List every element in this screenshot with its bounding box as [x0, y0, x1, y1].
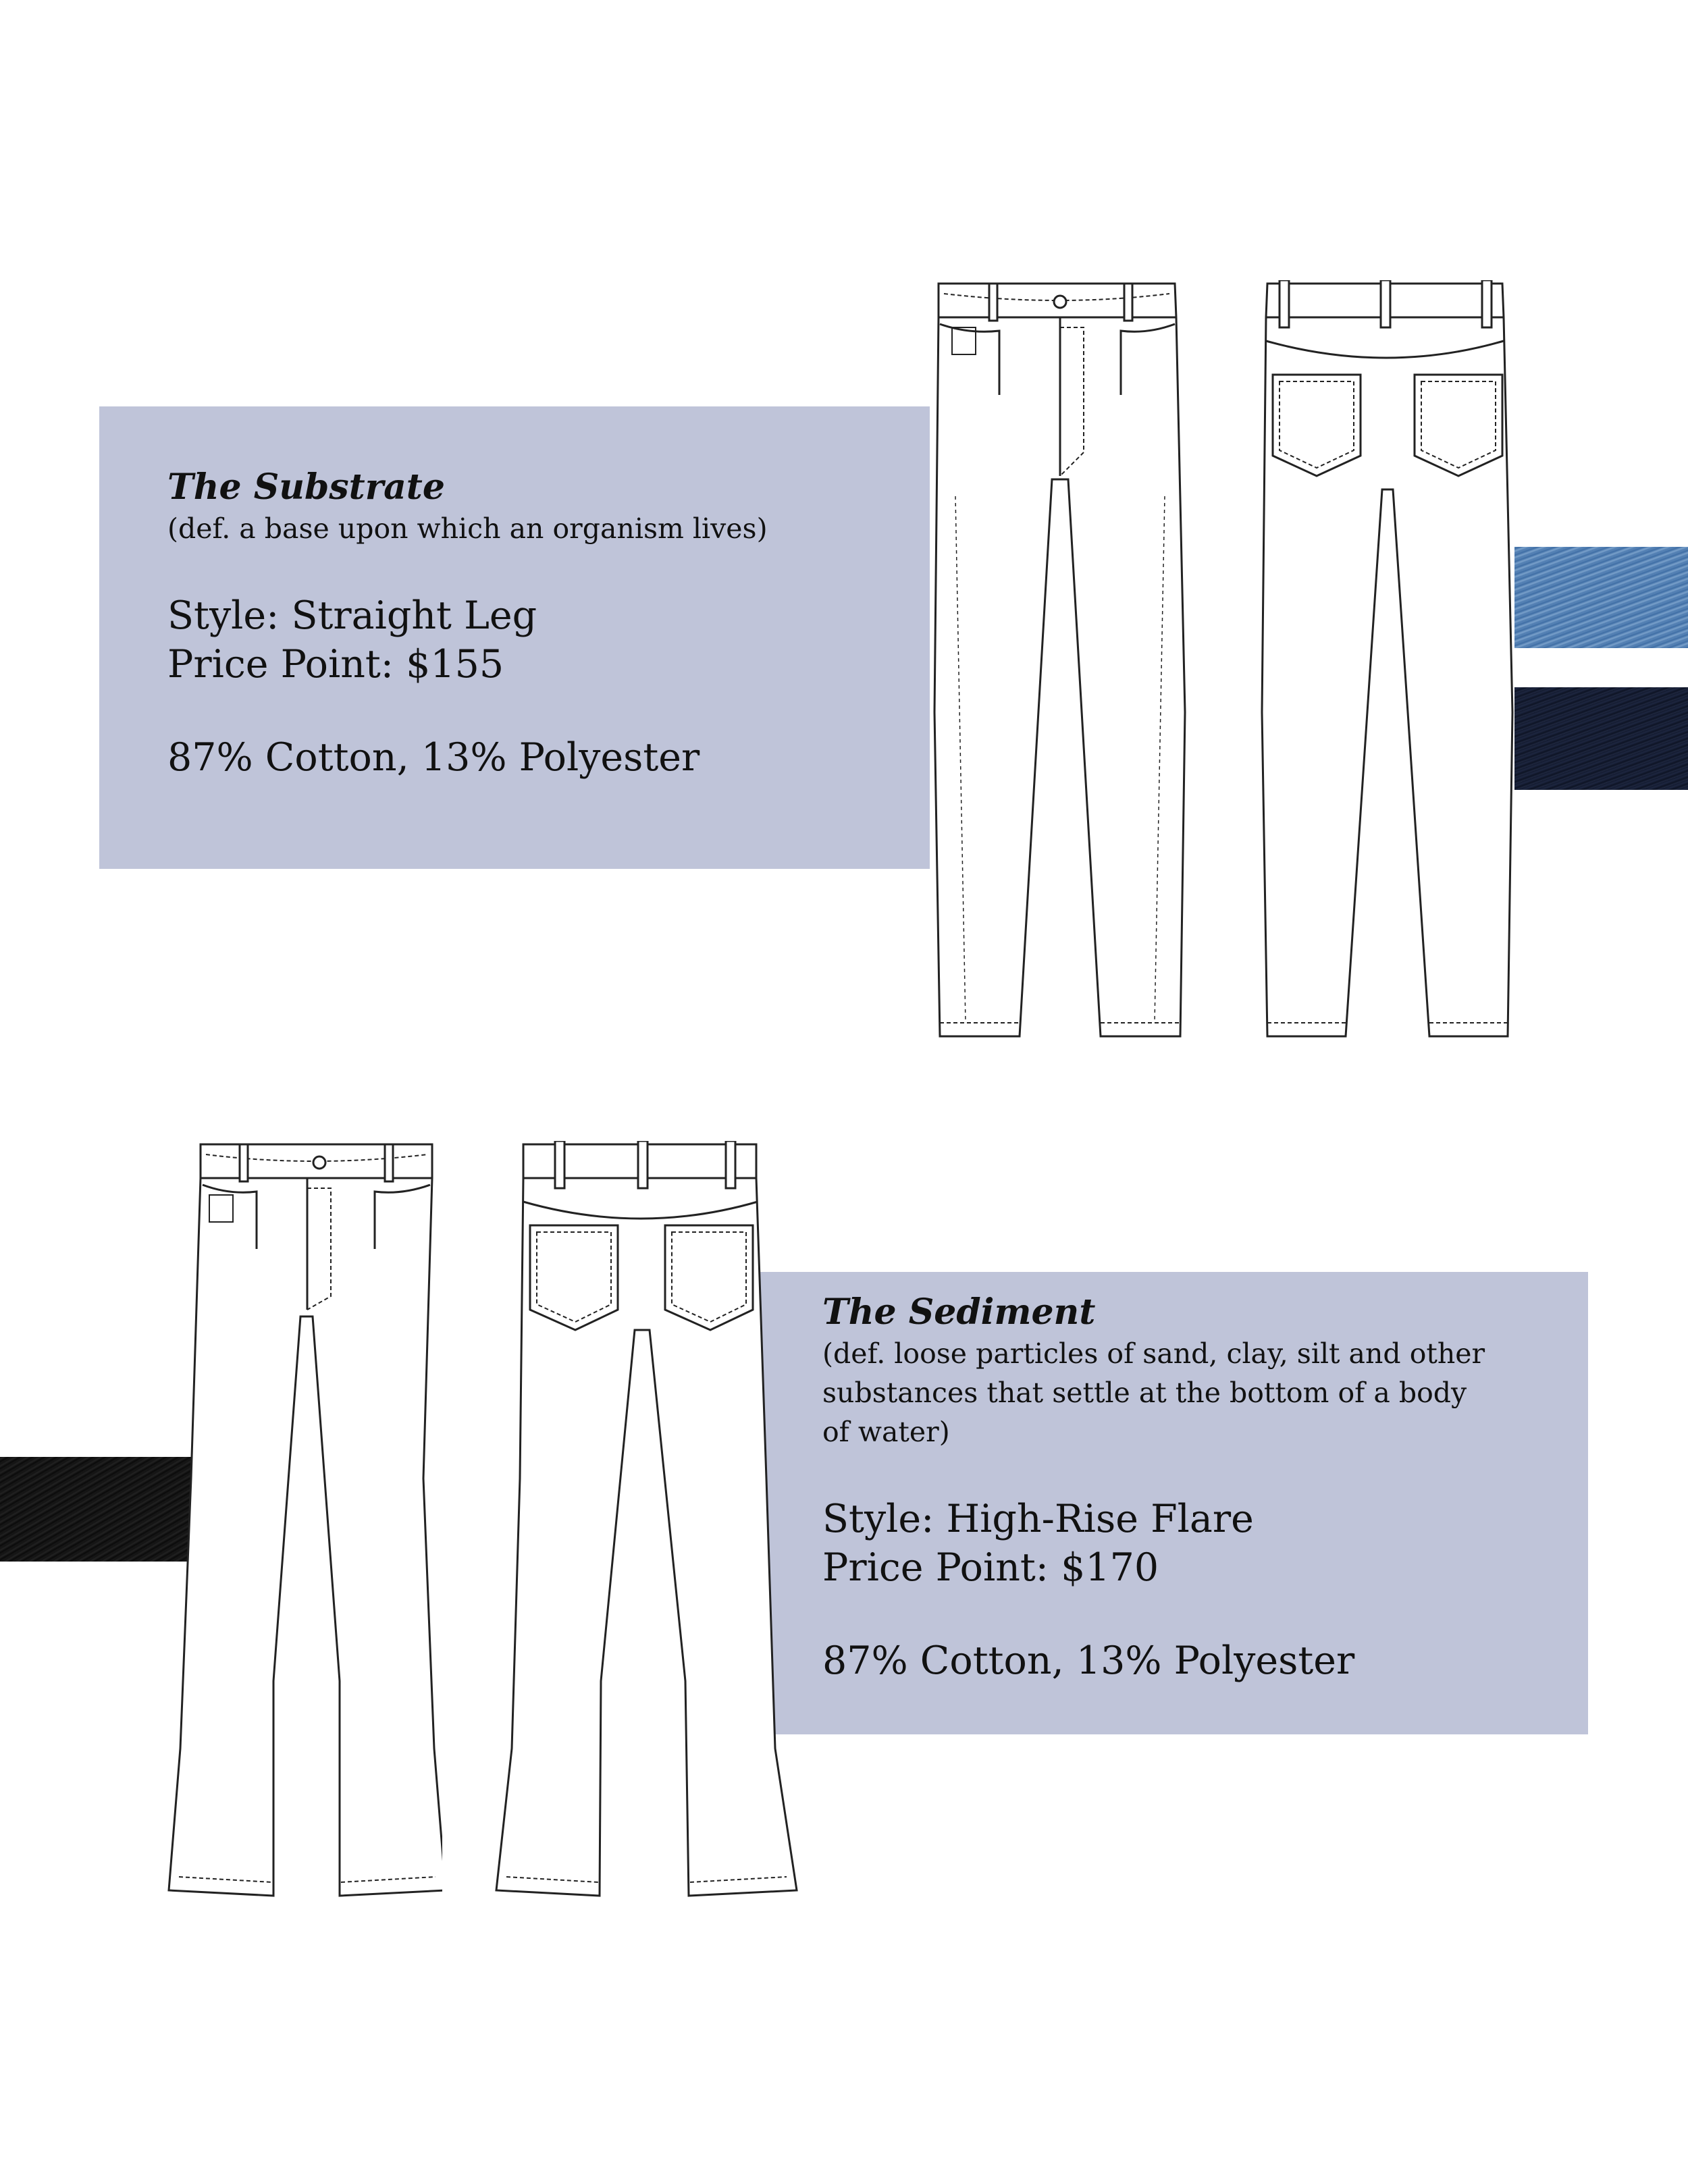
substrate-title: The Substrate — [167, 467, 445, 508]
dark-denim-swatch — [1514, 687, 1688, 790]
sediment-style: Style: High-Rise Flare — [822, 1497, 1254, 1541]
sediment-description — [822, 1291, 1572, 1685]
flare-back-sketch — [493, 1141, 800, 1904]
sediment-price: Price Point: $170 — [822, 1545, 1159, 1590]
sediment-title: The Sediment — [822, 1291, 1096, 1333]
light-denim-swatch — [1514, 547, 1688, 648]
substrate-fabric: 87% Cotton, 13% Polyester — [167, 735, 700, 780]
sediment-fabric: 87% Cotton, 13% Polyester — [822, 1639, 1355, 1683]
substrate-definition: (def. a base upon which an organism lives) — [167, 512, 768, 545]
flare-front-sketch — [165, 1141, 442, 1904]
sediment-definition-line-3: of water) — [822, 1416, 950, 1448]
substrate-style: Style: Straight Leg — [167, 593, 537, 638]
straight-leg-back-sketch — [1252, 280, 1523, 1043]
substrate-price: Price Point: $155 — [167, 642, 504, 687]
sediment-definition-line-1: (def. loose particles of sand, clay, silt and other — [822, 1337, 1485, 1370]
sediment-definition-line-2: substances that settle at the bottom of a body — [822, 1377, 1467, 1409]
substrate-description — [167, 466, 910, 782]
straight-leg-front-sketch — [925, 280, 1195, 1043]
